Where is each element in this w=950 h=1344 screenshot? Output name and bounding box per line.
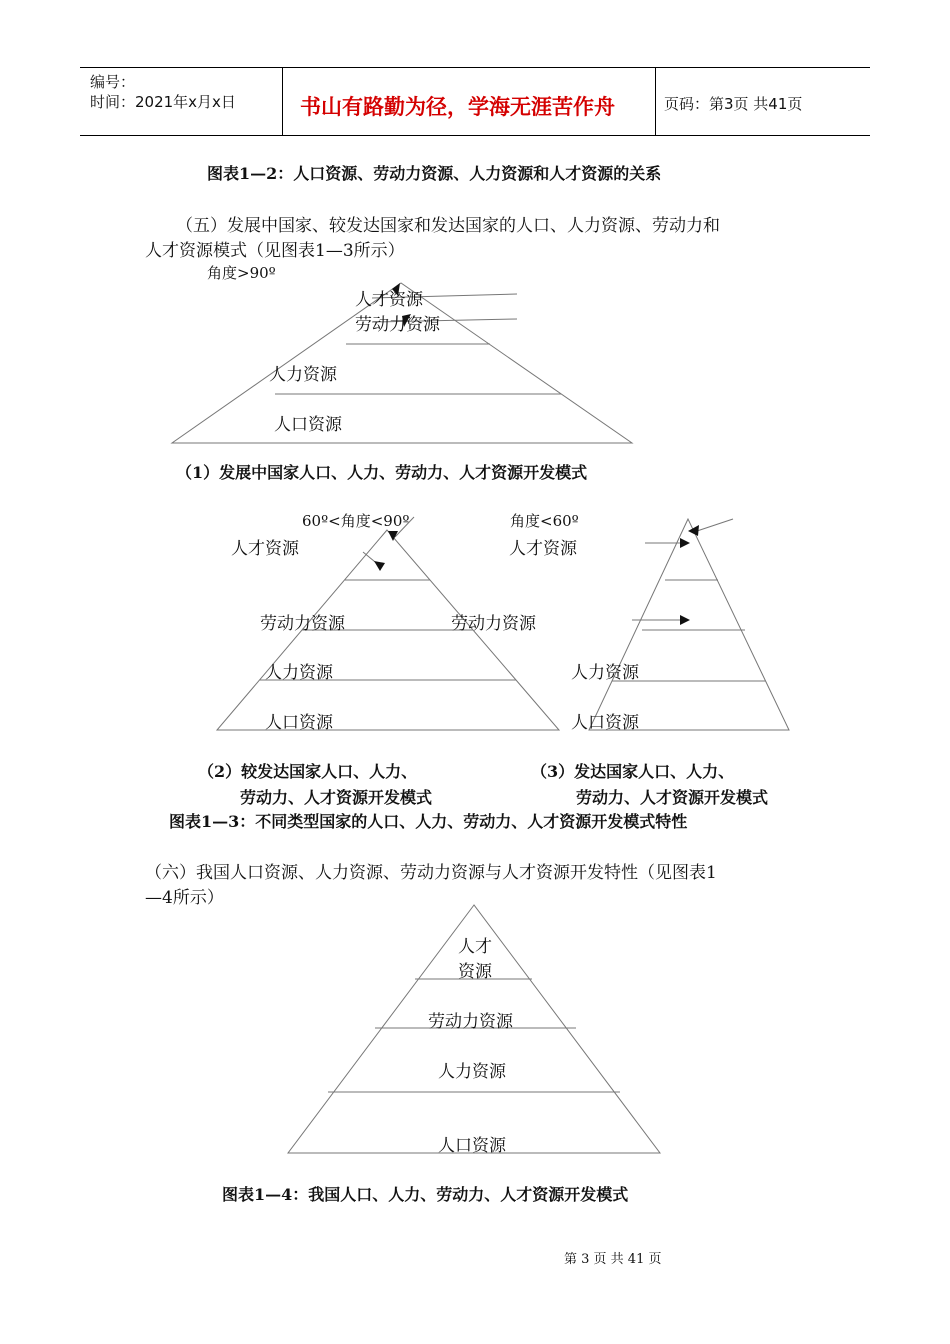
pyramid-1-label-labor: 劳动力资源 xyxy=(355,315,440,335)
pyramid-2-label-labor-right: 劳动力资源 xyxy=(451,614,536,634)
pyramid-4-label-population: 人口资源 xyxy=(438,1136,506,1156)
doc-time-label: 时间：2021年x月x日 xyxy=(90,93,236,111)
pyramid-2-label-human: 人力资源 xyxy=(265,663,333,683)
pyramid-1-label-talent: 人才资源 xyxy=(355,290,423,310)
pyramid-3-arrowhead-2 xyxy=(680,538,690,548)
pyramid-1-label-population: 人口资源 xyxy=(274,415,342,435)
pyramid-2-angle-label: 60º<角度<90º xyxy=(302,512,410,530)
pyramid-3-label-population: 人口资源 xyxy=(571,713,639,733)
pyramid-1-caption: （1）发展中国家人口、人力、劳动力、人才资源开发模式 xyxy=(176,463,588,482)
figure-1-2-caption: 图表1—2：人口资源、劳动力资源、人力资源和人才资源的关系 xyxy=(207,164,662,183)
pyramid-4-label-talent-1: 人才 xyxy=(458,937,492,957)
pyramid-3-arrowhead-1 xyxy=(688,525,699,536)
pyramid-2-label-population: 人口资源 xyxy=(265,713,333,733)
pyramid-developed xyxy=(589,519,789,730)
pyramid-3-caption-line-1: （3）发达国家人口、人力、 xyxy=(531,762,735,781)
figure-1-4-caption: 图表1—4：我国人口、人力、劳动力、人才资源开发模式 xyxy=(222,1185,629,1204)
pyramid-4-label-human: 人力资源 xyxy=(438,1062,506,1082)
pyramid-2-label-labor-left: 劳动力资源 xyxy=(260,614,345,634)
pyramid-4-label-talent-2: 资源 xyxy=(458,962,492,982)
section-5-line-2: 人才资源模式（见图表1—3所示） xyxy=(145,241,405,261)
doc-number-label: 编号： xyxy=(90,73,136,91)
figure-1-3-caption: 图表1—3：不同类型国家的人口、人力、劳动力、人才资源开发模式特性 xyxy=(169,812,688,831)
page-footer: 第 3 页 共 41 页 xyxy=(564,1252,662,1267)
pyramid-2-arrowhead-2 xyxy=(374,561,385,571)
pyramid-4-label-labor: 劳动力资源 xyxy=(428,1012,513,1032)
pyramid-3-pointer-1 xyxy=(697,519,733,531)
pyramid-3-caption-line-2: 劳动力、人才资源开发模式 xyxy=(576,788,769,807)
header-motto: 书山有路勤为径，学海无涯苦作舟 xyxy=(300,95,615,119)
section-5-line-1: （五）发展中国家、较发达国家和发达国家的人口、人力资源、劳动力和 xyxy=(176,216,720,236)
section-6-line-2: —4所示） xyxy=(145,888,224,908)
pyramid-3-outline xyxy=(589,519,789,730)
pyramid-3-label-human: 人力资源 xyxy=(571,663,639,683)
pyramid-2-caption-line-1: （2）较发达国家人口、人力、 xyxy=(198,762,418,781)
page-info: 页码：第3页 共41页 xyxy=(664,95,803,113)
pyramid-3-angle-label: 角度<60º xyxy=(510,512,579,530)
pyramid-1-label-human: 人力资源 xyxy=(269,365,337,385)
pyramid-2-caption-line-2: 劳动力、人才资源开发模式 xyxy=(240,788,433,807)
section-6-line-1: （六）我国人口资源、人力资源、劳动力资源与人才资源开发特性（见图表1 xyxy=(145,863,717,883)
pyramid-1-angle-label: 角度>90º xyxy=(207,264,276,282)
pyramid-3-arrowhead-3 xyxy=(680,615,690,625)
pyramid-2-label-talent: 人才资源 xyxy=(231,539,299,559)
pyramid-3-label-talent: 人才资源 xyxy=(509,539,577,559)
